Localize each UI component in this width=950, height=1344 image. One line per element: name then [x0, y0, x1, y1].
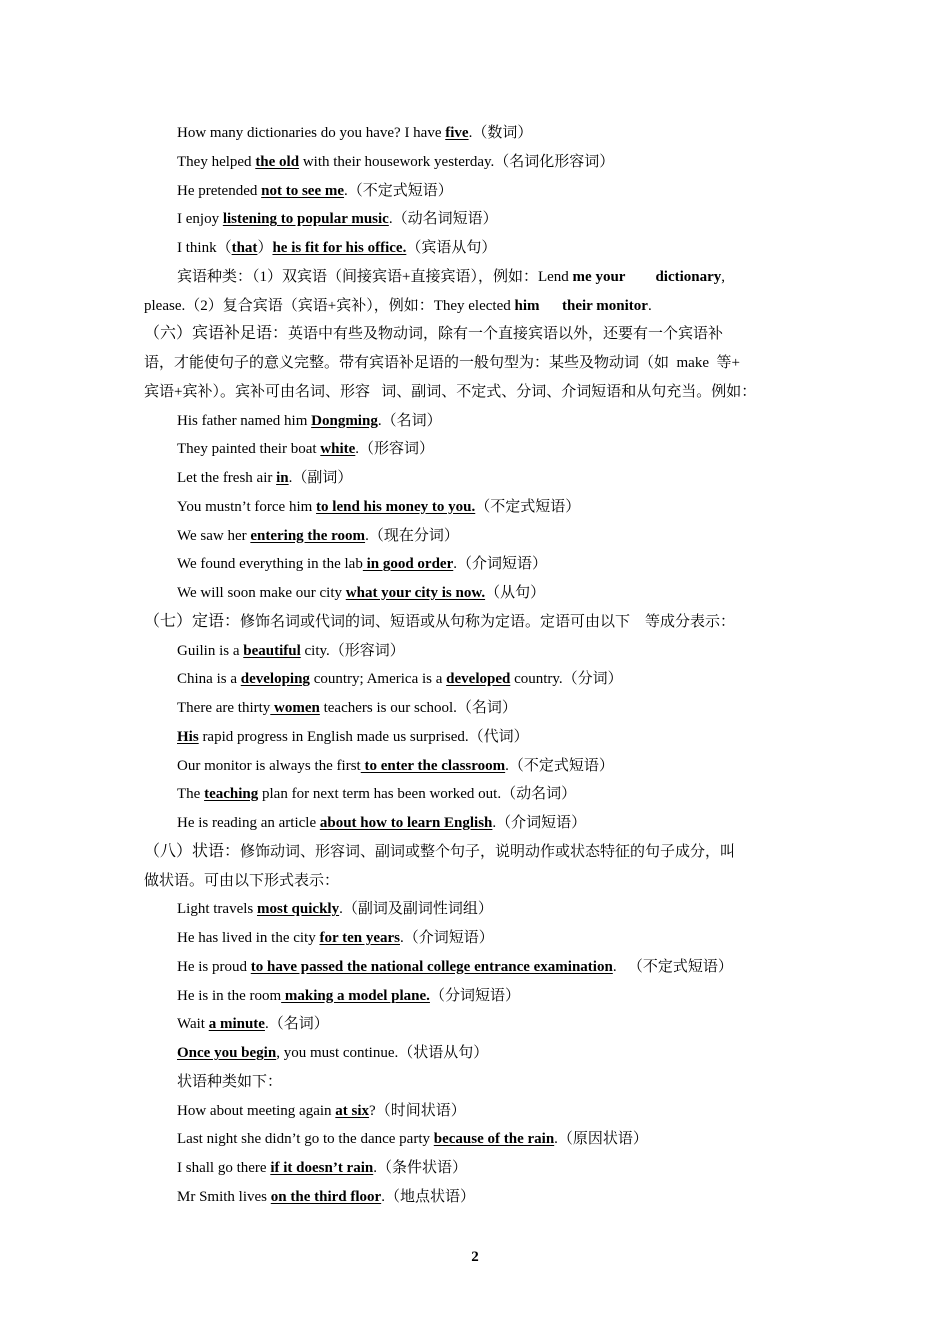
text-line	[144, 205, 812, 234]
text-line	[144, 895, 812, 924]
underlined-example: if it doesn’t rain	[270, 1160, 374, 1176]
underlined-example: at six	[335, 1102, 370, 1119]
underlined-example: developed	[446, 671, 511, 688]
underlined-example: about how to learn English	[319, 815, 493, 831]
text-segment: We saw her	[177, 527, 251, 544]
text-segment: .（介词短语）	[400, 930, 494, 946]
text-segment: country.（分词）	[510, 671, 623, 688]
underlined-example: entering the room	[250, 527, 366, 544]
text-segment: .（形容词）	[355, 441, 435, 458]
underlined-example: beautiful	[243, 642, 301, 659]
underlined-example: that	[231, 240, 258, 256]
text-segment: 宾语种类：（1）双宾语（间接宾语+直接宾语），例如：Lend	[177, 268, 573, 285]
text-line	[144, 608, 812, 637]
text-segment: ?（时间状语）	[369, 1102, 466, 1119]
text-line	[144, 1068, 812, 1097]
text-segment: 做状语。可由以下形式表示：	[144, 872, 340, 889]
text-segment: .（名词）	[377, 412, 442, 429]
text-segment: We will soon make our city	[177, 585, 346, 601]
underlined-example: to have passed the national college entrance examination	[250, 958, 613, 975]
text-line	[144, 867, 812, 896]
text-segment: They painted their boat	[177, 441, 321, 458]
text-segment: 英语中有些及物动词，除有一个直接宾语以外，还要有一个宾语补	[288, 326, 724, 343]
text-segment: .（介词短语）	[492, 815, 587, 831]
text-segment: Wait	[177, 1016, 209, 1033]
text-segment: .（原因状语）	[554, 1131, 648, 1148]
underlined-example: because of the rain	[433, 1131, 555, 1148]
text-line	[144, 723, 812, 752]
text-line	[144, 579, 812, 608]
underlined-example: to enter the classroom	[360, 757, 506, 774]
text-segment: He has lived in the city	[177, 930, 320, 946]
text-segment: .（数词）	[468, 125, 533, 141]
underlined-example: making a model plane.	[281, 987, 430, 1004]
text-line	[144, 1010, 812, 1039]
text-line	[144, 1183, 812, 1212]
text-line	[144, 464, 812, 493]
text-line	[144, 522, 812, 551]
text-segment: I think（	[177, 240, 232, 256]
text-segment: with their housework yesterday.（名词化形容词）	[299, 153, 615, 170]
text-segment: ,	[721, 268, 726, 285]
text-segment	[625, 269, 655, 285]
underlined-example: in	[276, 470, 289, 486]
underlined-example: teaching	[204, 786, 259, 803]
text-line	[144, 637, 812, 666]
text-segment: .	[647, 297, 652, 314]
bold-text: their monitor	[562, 297, 648, 314]
text-segment: They helped	[177, 153, 256, 170]
underlined-example: Once you begin	[177, 1045, 277, 1061]
text-line	[144, 953, 812, 982]
text-line	[144, 752, 812, 781]
text-segment: （不定式短语）	[475, 498, 581, 515]
section-heading: （六）宾语补足语：	[144, 325, 289, 343]
text-line	[144, 349, 812, 378]
text-segment: please.（2）复合宾语（宾语+宾补），例如：They elected	[144, 297, 515, 314]
text-segment: Our monitor is always the first	[177, 757, 361, 774]
text-line	[144, 1097, 812, 1126]
text-segment: （宾语从句）	[406, 240, 497, 256]
text-segment: 状语种类如下：	[177, 1073, 283, 1090]
underlined-example: Dongming	[311, 412, 378, 429]
text-segment: .（不定式短语）	[344, 182, 453, 199]
underlined-example: developing	[240, 671, 310, 688]
text-line	[144, 148, 812, 177]
text-segment: .（现在分词）	[365, 527, 459, 544]
text-segment: He is reading an article	[177, 815, 320, 831]
text-line	[144, 665, 812, 694]
text-segment: rapid progress in English made us surprised.（代词）	[198, 728, 529, 745]
page-content	[144, 119, 812, 1212]
text-segment: He is proud	[177, 958, 251, 975]
text-line	[144, 550, 812, 579]
underlined-example: most quickly	[256, 901, 340, 918]
underlined-example: a minute	[208, 1016, 265, 1033]
text-segment: 修饰动词、形容词、副词或整个句子，说明动作或状态特征的句子成分，叫	[240, 843, 736, 860]
text-segment: There are thirty	[177, 700, 271, 716]
text-line	[144, 320, 812, 349]
text-segment: He is in the room	[177, 987, 282, 1004]
underlined-example: he is fit for his office.	[272, 240, 407, 256]
text-line	[144, 234, 812, 263]
bold-text: me your	[572, 268, 626, 285]
text-line	[144, 119, 812, 148]
text-segment: How about meeting again	[177, 1102, 336, 1119]
text-segment: I enjoy	[177, 211, 223, 228]
text-line	[144, 780, 812, 809]
text-segment: .（副词）	[288, 470, 353, 486]
section-heading: （八）状语：	[144, 842, 241, 860]
text-segment: He pretended	[177, 182, 262, 199]
text-segment: His father named him	[177, 412, 312, 429]
text-segment: . （不定式短语）	[612, 958, 733, 975]
text-segment: teachers is our school.（名词）	[319, 700, 517, 716]
text-segment: .（动名词短语）	[388, 211, 498, 228]
underlined-example: listening to popular music	[222, 211, 389, 228]
text-line	[144, 924, 812, 953]
text-segment: （从句）	[485, 585, 546, 601]
text-segment: China is a	[177, 671, 241, 688]
text-line	[144, 838, 812, 867]
underlined-example: not to see me	[261, 182, 345, 199]
text-line	[144, 1039, 812, 1068]
text-line	[144, 809, 812, 838]
underlined-example: the old	[255, 153, 300, 170]
text-line	[144, 407, 812, 436]
text-segment: .（副词及副词性词组）	[339, 901, 493, 918]
text-segment: We found everything in the lab	[177, 556, 363, 573]
underlined-example: to lend his money to you.	[316, 498, 476, 515]
text-segment: 修饰名词或代词的词、短语或从句称为定语。定语可由以下 等成分表示：	[240, 613, 736, 630]
page-number: 2	[471, 1249, 479, 1265]
text-segment: You mustn’t force him	[177, 498, 317, 515]
text-line	[144, 493, 812, 522]
bold-text: him	[514, 297, 540, 314]
section-heading: （七）定语：	[144, 612, 241, 630]
text-line	[144, 263, 812, 292]
text-segment: .（地点状语）	[381, 1188, 475, 1205]
underlined-example: for ten years	[319, 930, 400, 946]
text-segment: Guilin is a	[177, 642, 244, 659]
text-segment: Let the fresh air	[177, 470, 277, 486]
text-segment: plan for next term has been worked out.（动名词）	[258, 786, 577, 803]
text-segment: .（介词短语）	[453, 556, 548, 573]
underlined-example: on the third floor	[270, 1188, 382, 1205]
underlined-example: white	[320, 441, 356, 458]
text-segment: .（名词）	[264, 1016, 329, 1033]
text-segment: The	[177, 786, 205, 803]
text-segment: ）	[257, 240, 273, 256]
underlined-example: in good order	[362, 556, 454, 573]
underlined-example: women	[270, 700, 320, 716]
text-line	[144, 378, 812, 407]
text-segment: Light travels	[177, 901, 257, 918]
bold-text: dictionary	[655, 268, 722, 285]
text-line	[144, 435, 812, 464]
text-segment: Last night she didn’t go to the dance party	[177, 1131, 434, 1148]
text-segment: 语，才能使句子的意义完整。带有宾语补足语的一般句型为：某些及物动词（如 make 等+	[144, 355, 740, 371]
underlined-example: five	[445, 125, 469, 141]
text-segment: I shall go there	[177, 1160, 271, 1176]
text-segment: Mr Smith lives	[177, 1188, 271, 1205]
text-segment	[540, 298, 563, 314]
text-segment: （分词短语）	[429, 987, 520, 1004]
text-segment: How many dictionaries do you have? I have	[177, 125, 446, 141]
text-segment: city.（形容词）	[300, 642, 405, 659]
text-line	[144, 1125, 812, 1154]
text-segment: .（条件状语）	[373, 1160, 467, 1176]
underlined-example: His	[177, 728, 199, 745]
text-line	[144, 177, 812, 206]
text-line	[144, 1154, 812, 1183]
text-segment: , you must continue.（状语从句）	[276, 1045, 489, 1061]
text-segment: .（不定式短语）	[505, 757, 614, 774]
text-line	[144, 982, 812, 1011]
text-line	[144, 292, 812, 321]
text-segment: country; America is a	[309, 671, 447, 688]
text-segment: 宾语+宾补）。宾补可由名词、形容 词、副词、不定式、分词、介词短语和从句充当。例如：	[144, 383, 757, 400]
underlined-example: what your city is now.	[345, 585, 486, 601]
text-line	[144, 694, 812, 723]
